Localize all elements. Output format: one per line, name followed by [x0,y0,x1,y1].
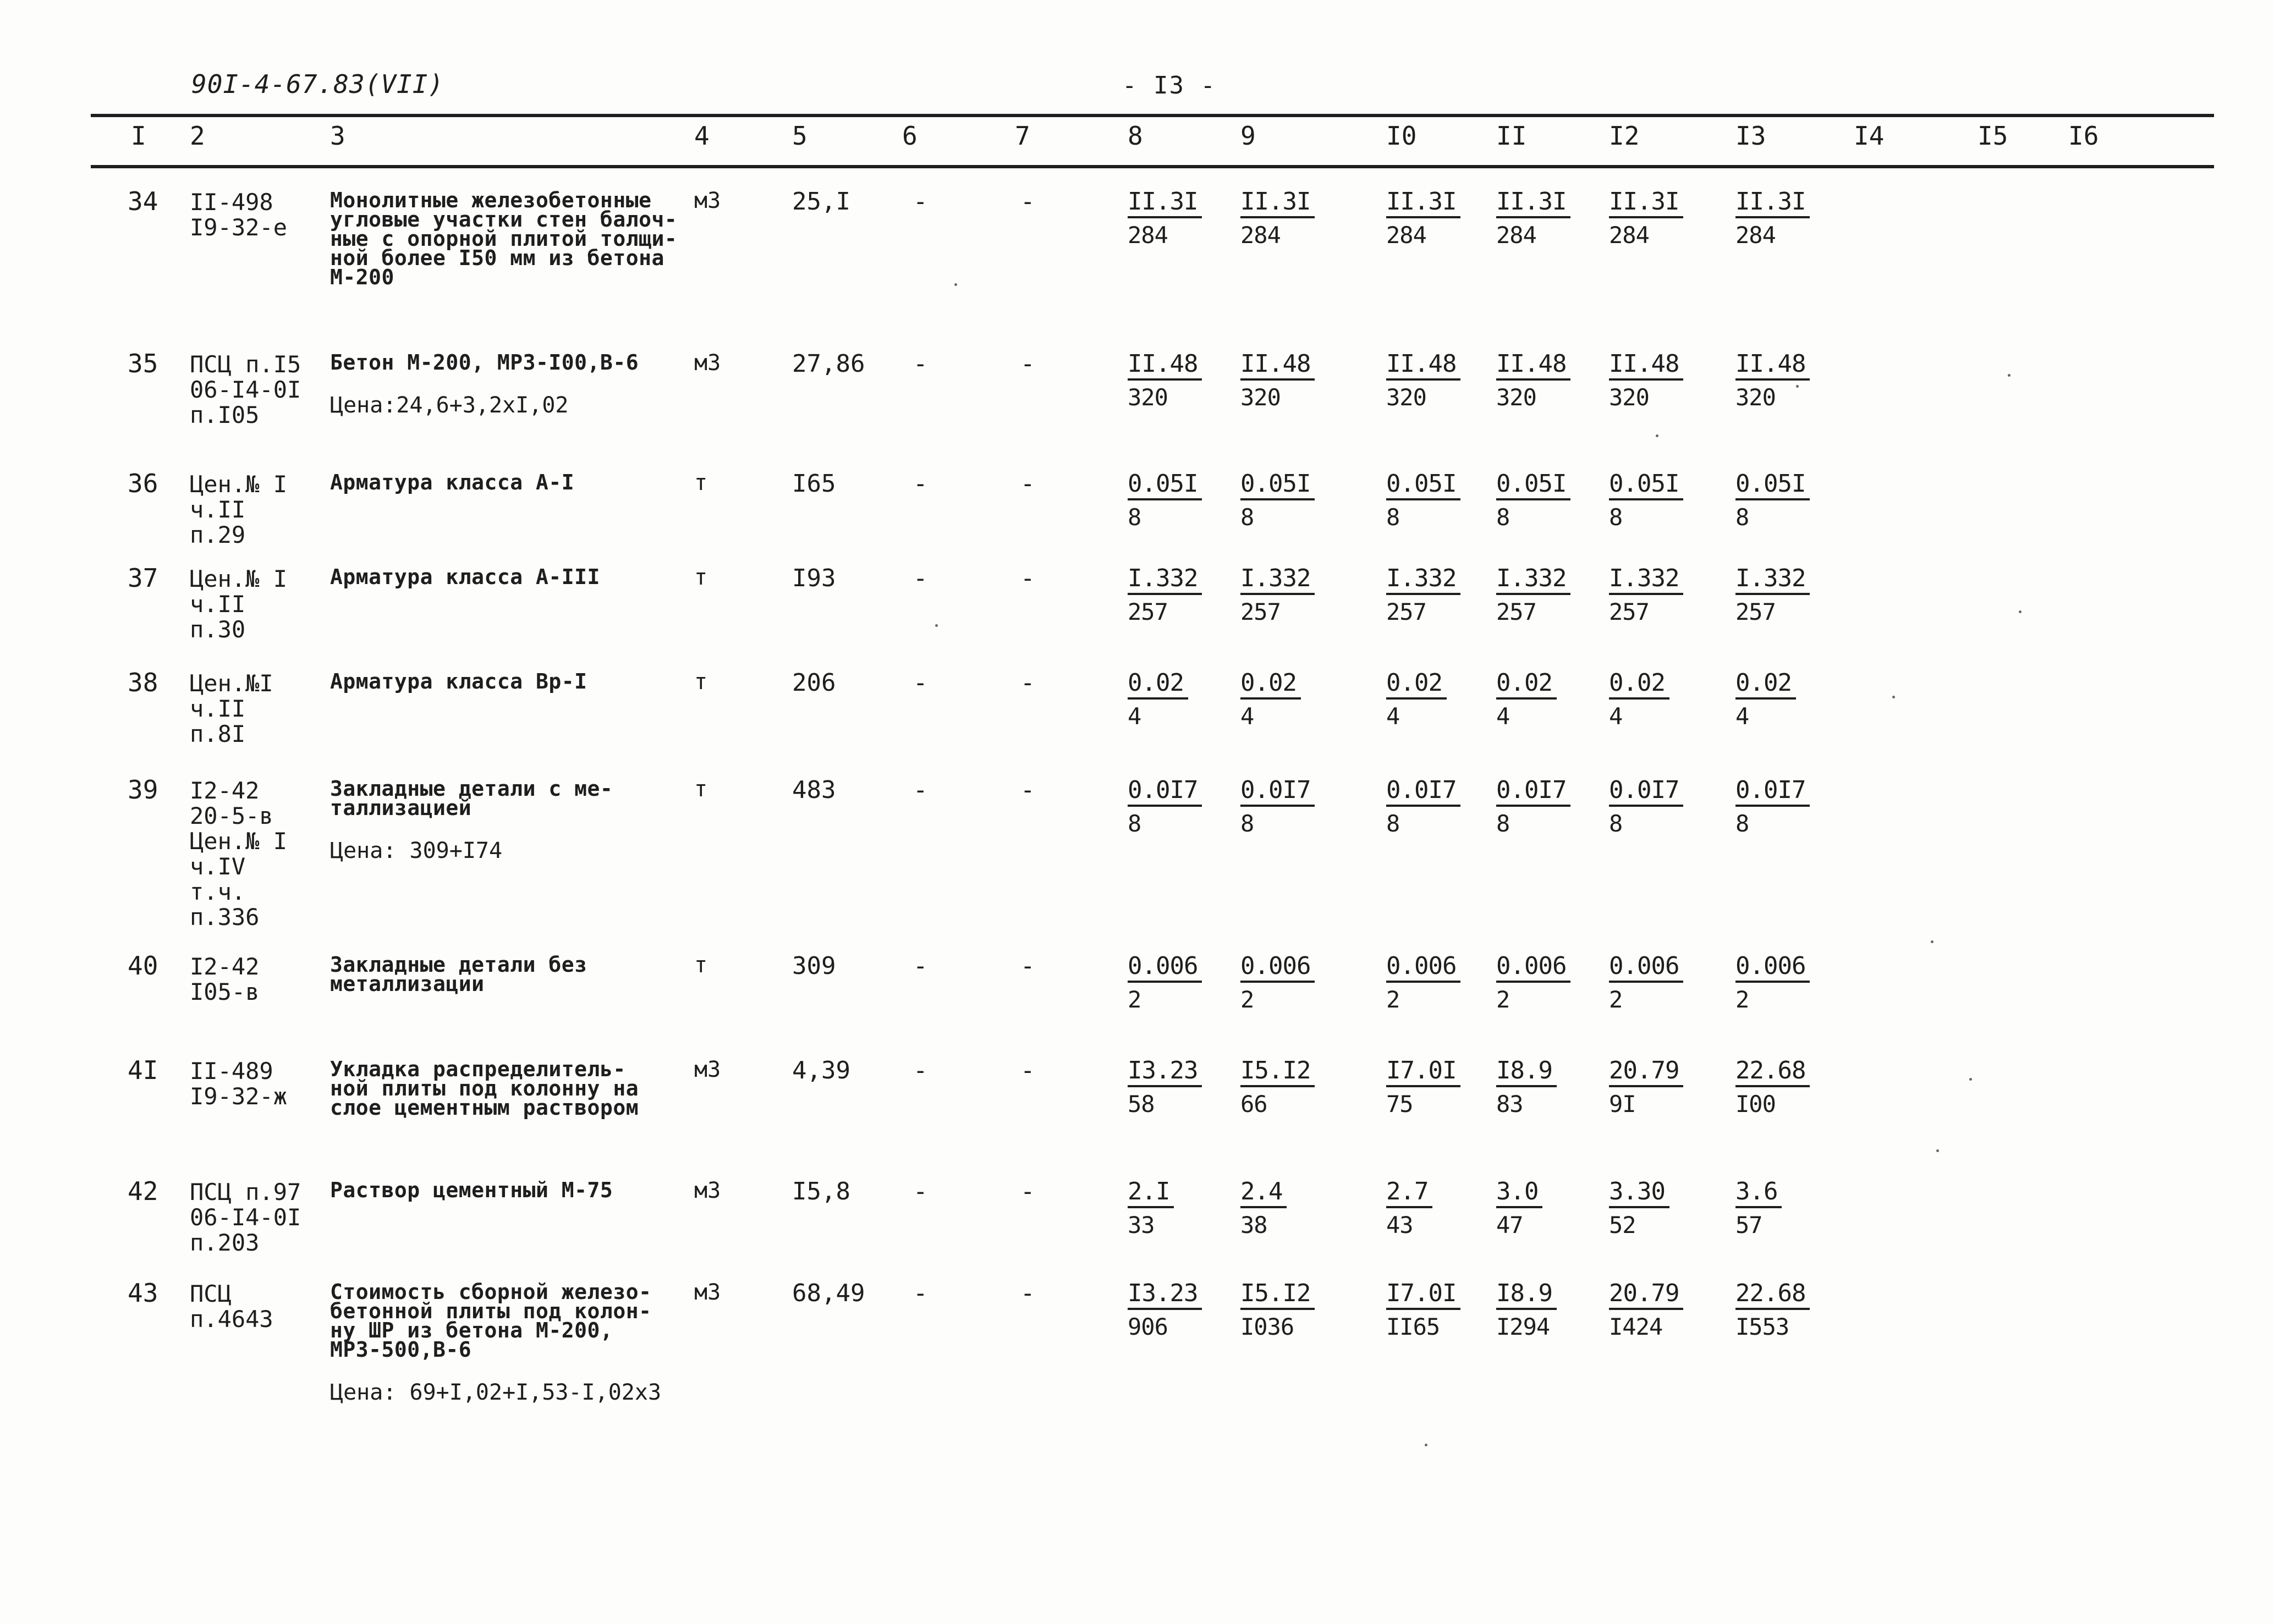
work-description: Арматура класса Вр-I [330,669,587,693]
quantity-cost-fraction [1386,954,1460,1011]
quantity-value: II.48 [1609,352,1683,381]
column-6-dash: - [913,1056,928,1084]
quantity-cost-fraction [1128,778,1202,835]
quantity-value: 2.4 [1240,1180,1287,1208]
cost-value: 2 [1240,986,1254,1013]
cost-value: 75 [1386,1091,1413,1117]
quantity-value: II.48 [1735,352,1810,381]
column-7-dash: - [1020,1177,1035,1205]
unit: м3 [694,1178,721,1203]
unit: м3 [694,1280,721,1305]
column-6-dash: - [913,952,928,980]
cost-value: 320 [1609,384,1649,411]
cost-value: 8 [1609,504,1623,531]
column-number: 7 [1015,121,1030,151]
quantity-cost-fraction [1496,1056,1557,1117]
unit-price: 4,39 [792,1056,850,1084]
work-description: Арматура класса А-III [330,565,600,589]
cost-value: 320 [1240,384,1281,411]
row-number: 35 [128,349,158,378]
cost-value: 257 [1496,598,1536,625]
quantity-cost-fraction [1128,1281,1202,1339]
column-number: I5 [1978,121,2008,151]
quantity-value: I5.I2 [1240,1059,1315,1087]
cost-value: 83 [1496,1091,1523,1117]
work-description: Укладка распределитель- ной плиты под колонну на слое цементным раствором [330,1057,639,1120]
quantity-value: 0.006 [1609,954,1683,983]
quantity-value: 0.02 [1609,671,1669,700]
quantity-value: I.332 [1128,566,1202,595]
cost-value: 284 [1735,222,1776,249]
quantity-cost-fraction [1240,954,1315,1011]
unit-price: 27,86 [792,350,865,378]
cost-value: 8 [1609,810,1623,837]
column-number: I [131,121,146,151]
unit-price: 309 [792,952,836,980]
cost-value: 4 [1609,703,1623,730]
quantity-value: 3.6 [1735,1180,1782,1208]
quantity-value: 0.006 [1735,954,1810,983]
quantity-cost-fraction [1128,472,1202,529]
cost-value: 284 [1240,222,1281,249]
quantity-value: 22.68 [1735,1059,1810,1087]
cost-value: 57 [1735,1212,1762,1238]
cost-value: 320 [1496,384,1536,411]
unit-price: 68,49 [792,1279,865,1307]
unit: т [694,777,708,802]
cost-value: 2 [1496,986,1510,1013]
unit: т [694,669,708,695]
table-header-rule [91,165,2214,168]
quantity-cost-fraction [1496,1281,1557,1339]
quantity-cost-fraction [1128,671,1188,728]
column-6-dash: - [913,1177,928,1205]
cost-value: 66 [1240,1091,1267,1117]
row-number: 37 [128,563,158,593]
quantity-value: 0.006 [1496,954,1570,983]
quantity-cost-fraction [1386,352,1460,409]
quantity-value: I.332 [1496,566,1570,595]
quantity-cost-fraction [1128,190,1202,247]
quantity-cost-fraction [1735,954,1810,1011]
quantity-value: I.332 [1609,566,1683,595]
unit: т [694,953,708,978]
cost-value: 8 [1128,504,1141,531]
rate-code: II-498 I9-32-е [190,189,288,241]
work-description: Арматура класса А-I [330,470,575,494]
quantity-value: I3.23 [1128,1281,1202,1310]
unit-price: 483 [792,776,836,804]
cost-value: 257 [1609,598,1649,625]
quantity-cost-fraction [1128,566,1202,624]
quantity-cost-fraction [1609,778,1683,835]
quantity-value: II.48 [1240,352,1315,381]
quantity-cost-fraction [1609,472,1683,529]
work-description: Бетон М-200, МРЗ-I00,В-6 [330,350,639,375]
rate-code: I2-42 20-5-в Цен.№ I ч.IV т.ч. п.336 [190,777,288,931]
work-description: Раствор цементный М-75 [330,1178,613,1202]
work-description: Монолитные железобетонные угловые участки стен балоч- ные с опорной плитой толщи- ной более I50 мм из бетона М-200 [330,188,678,289]
cost-value: 8 [1386,504,1400,531]
scan-speck [1892,696,1895,698]
quantity-value: 0.0I7 [1496,778,1570,807]
quantity-value: 0.05I [1735,472,1810,500]
quantity-value: I7.0I [1386,1281,1460,1310]
column-6-dash: - [913,188,928,216]
unit-price: 25,I [792,188,850,216]
cost-value: 8 [1128,810,1141,837]
quantity-cost-fraction [1240,1056,1315,1117]
cost-value: 4 [1735,703,1749,730]
unit-price: I5,8 [792,1177,850,1205]
row-number: 43 [128,1278,158,1308]
work-description: Закладные детали с ме- таллизацией [330,777,613,820]
quantity-value: 0.05I [1609,472,1683,500]
quantity-value: I8.9 [1496,1059,1557,1087]
quantity-value: 0.05I [1386,472,1460,500]
page-number: - I3 - [1122,71,1216,100]
quantity-cost-fraction [1496,190,1570,247]
column-number: 8 [1128,121,1143,151]
scan-speck [935,624,938,627]
quantity-value: 0.02 [1128,671,1188,700]
column-7-dash: - [1020,470,1035,498]
scan-speck [2008,374,2011,377]
cost-value: I294 [1496,1313,1550,1340]
row-number: 36 [128,469,158,498]
quantity-value: II.3I [1496,190,1570,218]
quantity-value: 0.0I7 [1386,778,1460,807]
quantity-value: I.332 [1240,566,1315,595]
quantity-value: 2.I [1128,1180,1174,1208]
quantity-cost-fraction [1386,566,1460,624]
document-code: 90I-4-67.83(VII) [191,69,444,99]
quantity-value: 0.02 [1386,671,1447,700]
column-number: II [1496,121,1527,151]
quantity-value: II.48 [1386,352,1460,381]
cost-value: 2 [1735,986,1749,1013]
rate-code: Цен.№ I ч.II п.30 [190,565,288,643]
row-number: 34 [128,186,158,216]
cost-value: 2 [1128,986,1141,1013]
column-number: I2 [1609,121,1640,151]
column-number: 6 [902,121,918,151]
quantity-cost-fraction [1735,671,1796,728]
quantity-cost-fraction [1496,778,1570,835]
quantity-cost-fraction [1240,1177,1287,1238]
column-7-dash: - [1020,776,1035,804]
quantity-value: 3.30 [1609,1180,1669,1208]
quantity-cost-fraction [1240,352,1315,409]
quantity-value: II.48 [1496,352,1570,381]
quantity-cost-fraction [1240,472,1315,529]
quantity-value: II.3I [1128,190,1202,218]
cost-value: 47 [1496,1212,1523,1238]
quantity-cost-fraction [1496,671,1557,728]
quantity-cost-fraction [1609,671,1669,728]
scan-speck [2019,610,2022,613]
rate-code: ПСЦ п.I5 06-I4-0I п.I05 [190,351,301,428]
column-number: 3 [330,121,345,151]
quantity-value: II.48 [1128,352,1202,381]
column-7-dash: - [1020,1056,1035,1084]
quantity-cost-fraction [1386,1281,1460,1339]
column-number: 2 [190,121,205,151]
row-number: 4I [128,1055,158,1085]
cost-value: 8 [1240,810,1254,837]
cost-value: 8 [1386,810,1400,837]
quantity-cost-fraction [1496,566,1570,624]
column-7-dash: - [1020,669,1035,697]
quantity-value: 20.79 [1609,1281,1683,1310]
cost-value: I00 [1735,1091,1776,1117]
cost-value: 257 [1735,598,1776,625]
quantity-value: I8.9 [1496,1281,1557,1310]
unit: м3 [694,1057,721,1082]
cost-value: 257 [1128,598,1168,625]
cost-value: 43 [1386,1212,1413,1238]
cost-value: 320 [1128,384,1168,411]
quantity-value: 0.0I7 [1128,778,1202,807]
rate-code: ПСЦ п.97 06-I4-0I п.203 [190,1179,301,1256]
cost-value: 2 [1386,986,1400,1013]
quantity-value: 2.7 [1386,1180,1432,1208]
cost-value: 4 [1496,703,1510,730]
quantity-value: 0.0I7 [1609,778,1683,807]
quantity-value: II.3I [1240,190,1315,218]
column-number: I6 [2068,121,2099,151]
cost-value: 284 [1496,222,1536,249]
quantity-value: 0.05I [1240,472,1315,500]
cost-value: 257 [1386,598,1426,625]
quantity-cost-fraction [1609,954,1683,1011]
rate-code: II-489 I9-32-ж [190,1058,288,1110]
quantity-value: II.3I [1609,190,1683,218]
quantity-cost-fraction [1240,671,1301,728]
column-6-dash: - [913,776,928,804]
cost-value: 4 [1240,703,1254,730]
quantity-cost-fraction [1386,1177,1432,1238]
cost-value: 33 [1128,1212,1155,1238]
cost-value: 284 [1386,222,1426,249]
cost-value: 2 [1609,986,1623,1013]
cost-value: 906 [1128,1313,1168,1340]
quantity-value: II.3I [1386,190,1460,218]
quantity-cost-fraction [1128,1056,1202,1117]
price-note: Цена:24,6+3,2хI,02 [330,393,569,418]
quantity-cost-fraction [1735,778,1810,835]
quantity-value: I.332 [1386,566,1460,595]
unit: м3 [694,350,721,376]
quantity-cost-fraction [1609,190,1683,247]
row-number: 40 [128,951,158,981]
price-note: Цена: 309+I74 [330,838,503,863]
cost-value: 4 [1386,703,1400,730]
quantity-cost-fraction [1240,190,1315,247]
quantity-cost-fraction [1735,190,1810,247]
quantity-cost-fraction [1735,352,1810,409]
column-7-dash: - [1020,350,1035,378]
quantity-cost-fraction [1128,954,1202,1011]
quantity-value: 3.0 [1496,1180,1542,1208]
cost-value: I553 [1735,1313,1789,1340]
column-7-dash: - [1020,1279,1035,1307]
column-6-dash: - [913,669,928,697]
cost-value: 320 [1735,384,1776,411]
table-top-rule [91,114,2214,117]
quantity-cost-fraction [1496,954,1570,1011]
row-number: 38 [128,668,158,697]
unit: м3 [694,188,721,213]
rate-code: Цен.№ I ч.II п.29 [190,471,288,548]
quantity-cost-fraction [1386,671,1447,728]
quantity-cost-fraction [1735,566,1810,624]
quantity-cost-fraction [1609,352,1683,409]
quantity-cost-fraction [1609,1281,1683,1339]
scan-speck [1969,1078,1972,1081]
column-number: I4 [1854,121,1885,151]
scan-speck [1936,1149,1939,1152]
column-6-dash: - [913,350,928,378]
cost-value: 8 [1240,504,1254,531]
unit: т [694,470,708,496]
quantity-value: 20.79 [1609,1059,1683,1087]
cost-value: 8 [1735,810,1749,837]
cost-value: 284 [1609,222,1649,249]
quantity-cost-fraction [1496,352,1570,409]
quantity-cost-fraction [1735,472,1810,529]
unit-price: 206 [792,669,836,697]
scan-speck [1425,1444,1427,1446]
quantity-cost-fraction [1735,1056,1810,1117]
quantity-cost-fraction [1386,472,1460,529]
cost-value: 8 [1735,504,1749,531]
column-6-dash: - [913,1279,928,1307]
quantity-cost-fraction [1240,1281,1315,1339]
column-7-dash: - [1020,564,1035,592]
quantity-value: II.3I [1735,190,1810,218]
work-description: Закладные детали без металлизации [330,953,587,996]
cost-value: 52 [1609,1212,1636,1238]
cost-value: II65 [1386,1313,1440,1340]
quantity-cost-fraction [1496,1177,1542,1238]
quantity-cost-fraction [1240,566,1315,624]
quantity-cost-fraction [1609,566,1683,624]
column-number: 5 [792,121,808,151]
cost-value: I424 [1609,1313,1663,1340]
row-number: 42 [128,1176,158,1206]
quantity-cost-fraction [1735,1281,1810,1339]
quantity-value: 0.02 [1735,671,1796,700]
work-description: Стоимость сборной железо- бетонной плиты под колон- ну ШР из бетона М-200, МРЗ-500,В-6 [330,1280,652,1362]
quantity-value: 0.006 [1240,954,1315,983]
scan-speck [1796,385,1799,388]
quantity-cost-fraction [1386,1056,1460,1117]
quantity-cost-fraction [1609,1056,1683,1117]
cost-value: I036 [1240,1313,1294,1340]
quantity-cost-fraction [1609,1177,1669,1238]
cost-value: 257 [1240,598,1281,625]
cost-value: 58 [1128,1091,1155,1117]
quantity-value: I7.0I [1386,1059,1460,1087]
unit-price: I65 [792,470,836,498]
cost-value: 38 [1240,1212,1267,1238]
quantity-value: I5.I2 [1240,1281,1315,1310]
column-7-dash: - [1020,188,1035,216]
column-number: 9 [1240,121,1256,151]
cost-value: 8 [1496,504,1510,531]
quantity-cost-fraction [1240,778,1315,835]
quantity-value: 0.05I [1128,472,1202,500]
column-number: 4 [694,121,710,151]
column-number: I0 [1386,121,1417,151]
quantity-cost-fraction [1386,190,1460,247]
rate-code: I2-42 I05-в [190,953,260,1005]
cost-value: 284 [1128,222,1168,249]
quantity-cost-fraction [1128,352,1202,409]
cost-value: 9I [1609,1091,1636,1117]
quantity-value: 0.006 [1386,954,1460,983]
quantity-value: 0.02 [1496,671,1557,700]
column-6-dash: - [913,470,928,498]
quantity-value: 0.02 [1240,671,1301,700]
column-7-dash: - [1020,952,1035,980]
column-number: I3 [1735,121,1766,151]
rate-code: Цен.№I ч.II п.8I [190,670,273,747]
price-note: Цена: 69+I,02+I,53-I,02х3 [330,1380,662,1405]
rate-code: ПСЦ п.4643 [190,1280,273,1333]
cost-value: 320 [1386,384,1426,411]
unit: т [694,565,708,590]
quantity-value: I.332 [1735,566,1810,595]
cost-value: 4 [1128,703,1141,730]
quantity-cost-fraction [1386,778,1460,835]
cost-value: 8 [1496,810,1510,837]
column-6-dash: - [913,564,928,592]
quantity-value: 0.006 [1128,954,1202,983]
row-number: 39 [128,775,158,805]
quantity-value: I3.23 [1128,1059,1202,1087]
quantity-cost-fraction [1496,472,1570,529]
scan-speck [1931,940,1934,943]
scan-speck [1656,434,1658,437]
quantity-value: 22.68 [1735,1281,1810,1310]
unit-price: I93 [792,564,836,592]
quantity-value: 0.0I7 [1240,778,1315,807]
quantity-cost-fraction [1735,1177,1782,1238]
quantity-value: 0.0I7 [1735,778,1810,807]
scan-speck [954,283,957,286]
quantity-value: 0.05I [1496,472,1570,500]
quantity-cost-fraction [1128,1177,1174,1238]
